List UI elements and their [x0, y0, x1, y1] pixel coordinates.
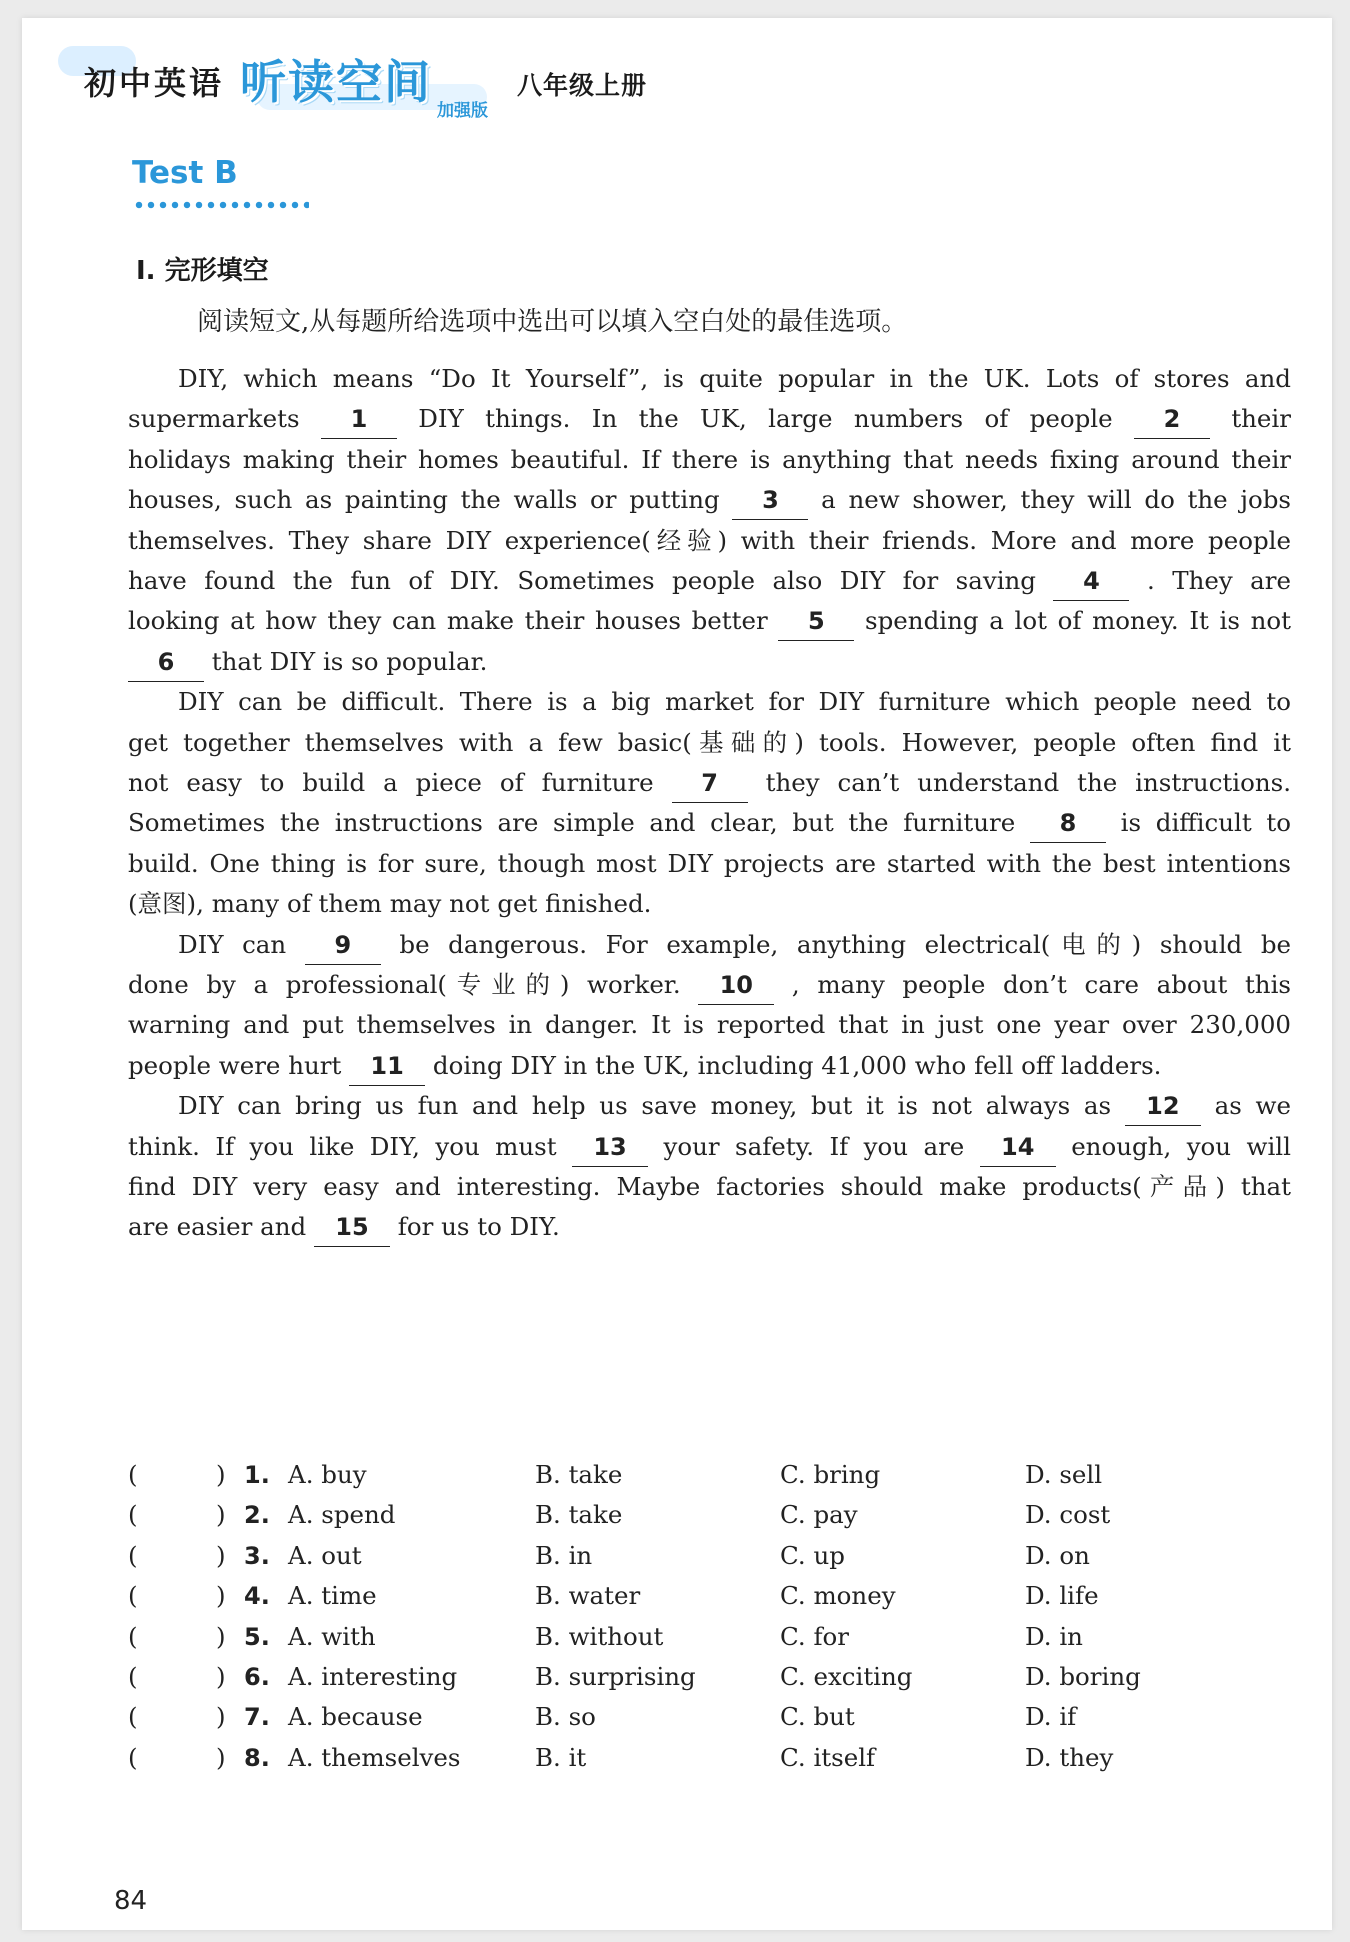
dotted-underline-decoration: [133, 201, 309, 209]
passage-text: for us to DIY.: [397, 1212, 560, 1242]
option-d: D. life: [1025, 1581, 1099, 1611]
option-a: A. time: [288, 1581, 377, 1611]
answer-blank[interactable]: 10: [698, 966, 774, 1005]
passage-text: are easier and: [128, 1212, 307, 1242]
answer-paren-close: ): [216, 1621, 226, 1651]
test-title: Test B: [132, 155, 238, 191]
option-b: B. take: [535, 1460, 623, 1489]
answer-paren-open[interactable]: (: [128, 1702, 138, 1732]
passage-text: they can’t understand the instructions.: [765, 768, 1291, 797]
option-b: B. without: [535, 1621, 664, 1651]
question-number: 5.: [244, 1622, 270, 1651]
answer-blank[interactable]: 2: [1134, 400, 1210, 439]
answer-blank[interactable]: 14: [980, 1128, 1056, 1167]
option-c: C. itself: [780, 1742, 876, 1772]
answer-paren-close: ): [216, 1662, 226, 1691]
option-d: D. if: [1025, 1702, 1077, 1732]
passage-text: done by a professional(专业的) worker.: [128, 970, 681, 999]
answer-blank[interactable]: 9: [305, 926, 381, 965]
answer-blank[interactable]: 6: [128, 643, 204, 682]
option-a: A. interesting: [288, 1662, 458, 1691]
passage-text: not easy to build a piece of furniture: [128, 768, 654, 797]
question-number: 3.: [244, 1541, 270, 1570]
question-number: 8.: [244, 1743, 270, 1772]
passage-text: their: [1231, 404, 1291, 434]
passage-text: supermarkets: [128, 404, 300, 434]
answer-blank[interactable]: 5: [778, 602, 854, 641]
question-number: 7.: [244, 1703, 270, 1732]
passage-text: people were hurt: [128, 1050, 342, 1080]
answer-paren-close: ): [216, 1540, 226, 1570]
passage-text: DIY things. In the UK, large numbers of people: [418, 404, 1113, 434]
answer-blank[interactable]: 3: [732, 481, 808, 520]
option-a: A. with: [288, 1621, 376, 1651]
answer-blank[interactable]: 1: [321, 400, 397, 439]
option-d: D. they: [1025, 1742, 1114, 1772]
grade-label: 八年级上册: [517, 71, 648, 100]
answer-paren-close: ): [216, 1702, 226, 1732]
question-row: [128, 1733, 1308, 1783]
passage-text: . They are: [1146, 566, 1291, 595]
answer-paren-close: ): [216, 1742, 226, 1772]
option-d: D. boring: [1025, 1662, 1141, 1691]
answer-paren-close: ): [216, 1500, 226, 1530]
edition-label: 加强版: [437, 101, 488, 121]
passage-text: have found the fun of DIY. Sometimes people also DIY for saving: [128, 566, 1036, 595]
answer-blank[interactable]: 15: [314, 1208, 390, 1247]
option-b: B. surprising: [535, 1662, 696, 1691]
passage-text: build. One thing is for sure, though most DIY projects are started with the best intentions: [128, 848, 1291, 878]
passage-text: themselves. They share DIY experience(经验) with their friends. More and more people: [128, 525, 1291, 555]
option-c: C. for: [780, 1621, 849, 1651]
passage-text: is difficult to: [1120, 808, 1291, 838]
answer-paren-open[interactable]: (: [128, 1621, 138, 1651]
question-number: 1.: [244, 1461, 270, 1489]
option-b: B. so: [535, 1702, 596, 1732]
answer-paren-close: ): [216, 1460, 226, 1489]
option-b: B. water: [535, 1581, 641, 1611]
passage-text: , many people don’t care about this: [791, 970, 1291, 999]
answer-paren-open[interactable]: (: [128, 1662, 138, 1691]
answer-blank[interactable]: 13: [572, 1128, 648, 1167]
passage-text: get together themselves with a few basic(基础的) tools. However, people often find it: [128, 727, 1291, 757]
passage-text: that DIY is so popular.: [211, 646, 488, 676]
option-a: A. themselves: [288, 1742, 461, 1772]
option-b: B. take: [535, 1500, 623, 1530]
series-prefix: 初中英语: [84, 64, 225, 102]
option-a: A. spend: [288, 1500, 396, 1530]
passage-text: DIY can be difficult. There is a big market for DIY furniture which people need to: [178, 687, 1291, 717]
answer-blank[interactable]: 4: [1053, 562, 1129, 601]
answer-blank[interactable]: 11: [349, 1047, 425, 1086]
passage-text: houses, such as painting the walls or putting: [128, 485, 720, 515]
option-b: B. it: [535, 1742, 587, 1772]
answer-paren-open[interactable]: (: [128, 1500, 138, 1530]
passage-text: DIY, which means “Do It Yourself”, is quite popular in the UK. Lots of stores and: [178, 364, 1291, 393]
option-c: C. money: [780, 1581, 896, 1611]
passage-text: DIY can: [178, 929, 287, 959]
option-d: D. cost: [1025, 1500, 1111, 1530]
passage-text: doing DIY in the UK, including 41,000 who fell off ladders.: [432, 1050, 1162, 1080]
section-instruction: 阅读短文,从每题所给选项中选出可以填入空白处的最佳选项。: [197, 307, 908, 337]
answer-blank[interactable]: 8: [1030, 804, 1106, 843]
option-a: A. because: [288, 1702, 423, 1732]
option-a: A. out: [288, 1540, 362, 1570]
passage-text: looking at how they can make their houses better: [128, 606, 768, 636]
question-number: 2.: [244, 1501, 270, 1530]
passage-text: (意图), many of them may not get finished.: [128, 889, 652, 919]
option-c: C. pay: [780, 1500, 858, 1530]
answer-paren-open[interactable]: (: [128, 1460, 138, 1489]
passage-text: as we: [1214, 1091, 1291, 1121]
question-number: 4.: [244, 1582, 270, 1611]
passage-text: DIY can bring us fun and help us save money, but it is not always as: [178, 1091, 1112, 1121]
question-number: 6.: [244, 1663, 270, 1691]
option-c: C. exciting: [780, 1662, 913, 1691]
option-c: C. bring: [780, 1460, 881, 1489]
option-b: B. in: [535, 1540, 593, 1570]
passage-text: Sometimes the instructions are simple and clear, but the furniture: [128, 808, 1016, 838]
answer-paren-open[interactable]: (: [128, 1742, 138, 1772]
passage-text: find DIY very easy and interesting. Maybe factories should make products(产品) that: [128, 1172, 1291, 1201]
option-c: C. up: [780, 1540, 845, 1570]
option-d: D. on: [1025, 1540, 1090, 1570]
answer-paren-open[interactable]: (: [128, 1581, 138, 1611]
answer-blank[interactable]: 12: [1125, 1087, 1201, 1126]
passage-text: warning and put themselves in danger. It is reported that in just one year over 230,000: [128, 1010, 1291, 1040]
passage-text: think. If you like DIY, you must: [128, 1131, 557, 1161]
answer-paren-open[interactable]: (: [128, 1540, 138, 1570]
passage-text: spending a lot of money. It is not: [865, 606, 1291, 636]
option-c: C. but: [780, 1702, 855, 1732]
passage-line: [128, 1202, 1291, 1252]
passage-text: holidays making their homes beautiful. If there is anything that needs fixing around their: [128, 444, 1291, 474]
series-brand-logo: 听读空间: [240, 55, 432, 109]
answer-blank[interactable]: 7: [672, 764, 748, 803]
option-d: D. in: [1025, 1621, 1083, 1651]
passage-text: a new shower, they will do the jobs: [821, 485, 1291, 515]
section-heading: Ⅰ. 完形填空: [136, 256, 269, 286]
answer-paren-close: ): [216, 1581, 226, 1611]
option-a: A. buy: [288, 1460, 367, 1489]
passage-text: enough, you will: [1071, 1131, 1291, 1161]
option-d: D. sell: [1025, 1460, 1103, 1489]
workbook-page: [22, 18, 1332, 1930]
page-number: 84: [114, 1886, 148, 1916]
page-header: [22, 18, 1332, 148]
passage-text: be dangerous. For example, anything electrical(电的) should be: [399, 929, 1292, 959]
passage-text: your safety. If you are: [663, 1131, 965, 1161]
